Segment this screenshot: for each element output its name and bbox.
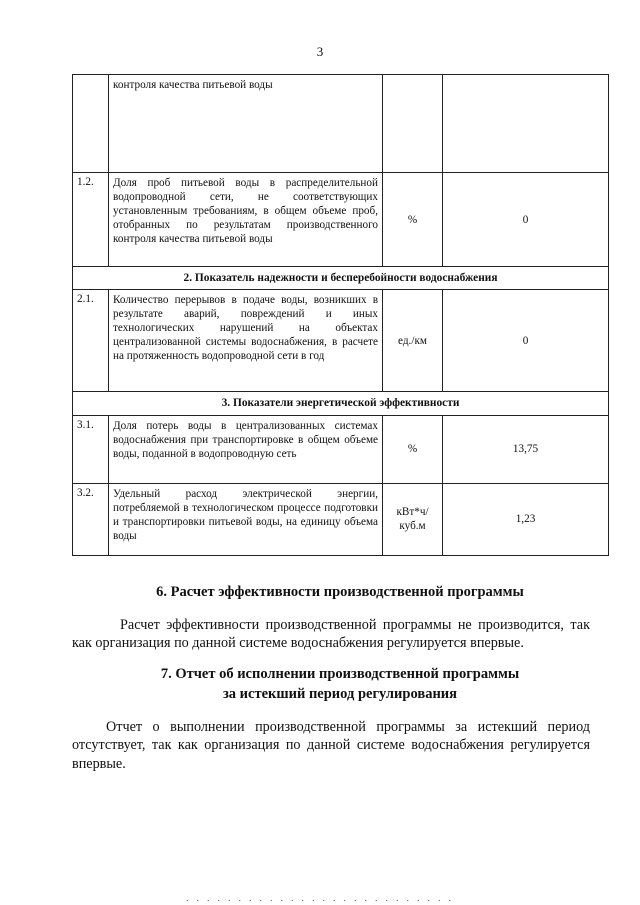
- row-unit: %: [383, 173, 443, 267]
- table-row: [73, 173, 609, 267]
- row-value: 1,23: [443, 483, 609, 555]
- section-6-text: Расчет эффективности производственной программы не производится, так как организация по данной системе водоснабжения регулируется впервые.: [72, 617, 590, 652]
- row-value: 13,75: [443, 415, 609, 483]
- row-number: 1.2.: [73, 173, 109, 267]
- row-description: Количество перерывов в подаче воды, возникших в результате аварий, повреждений и иных технологических нарушений на объектах централизованной системы водоснабжения, в расчете на протяженность водопроводной сети в год: [109, 290, 383, 392]
- row-unit: %: [383, 415, 443, 483]
- row-description: контроля качества питьевой воды: [109, 75, 383, 173]
- row-description: Удельный расход электрической энергии, потребляемой в технологическом процессе подготовки и транспортировки питьевой воды, на единицу объема воды: [109, 483, 383, 555]
- row-number: 3.1.: [73, 415, 109, 483]
- table-row: [73, 290, 609, 392]
- section-7-heading-line2: за истекший период регулирования: [222, 686, 458, 702]
- section-row: [73, 392, 609, 415]
- section-6-heading: 6. Расчет эффективности производственной программы: [156, 584, 524, 600]
- section-title: 2. Показатель надежности и бесперебойности водоснабжения: [73, 267, 609, 290]
- row-value-cell: [443, 75, 609, 173]
- row-unit: кВт*ч/ куб.м: [383, 483, 443, 555]
- table-row: [73, 415, 609, 483]
- row-value: 0: [443, 173, 609, 267]
- page-number: 3: [316, 44, 324, 59]
- scan-artifact-dots: . . . . . . . . . . . . . . . . . . . . . . . . . .: [186, 893, 454, 903]
- row-number-cell: [73, 75, 109, 173]
- section-7-heading-line1: 7. Отчет об исполнении производственной программы: [160, 666, 520, 682]
- row-unit: ед./км: [383, 290, 443, 392]
- section-7-text: Отчет о выполнении производственной программы за истекший период отсутствует, так как организация по данной системе водоснабжения регулируется впервые.: [72, 719, 590, 772]
- row-description: Доля потерь воды в централизованных системах водоснабжения при транспортировке в общем объеме воды, поданной в водопроводную сеть: [109, 415, 383, 483]
- row-unit-cell: [383, 75, 443, 173]
- row-description: Доля проб питьевой воды в распределительной водопроводной сети, не соответствующих установленным требованиям, в общем объеме проб, отобранных по результатам производственного контроля качества питьевой воды: [109, 173, 383, 267]
- row-value: 0: [443, 290, 609, 392]
- indicators-table: [72, 74, 608, 556]
- row-number: 3.2.: [73, 483, 109, 555]
- section-row: [73, 267, 609, 290]
- section-title: 3. Показатели энергетической эффективности: [73, 392, 609, 415]
- table-row: [73, 75, 609, 173]
- row-number: 2.1.: [73, 290, 109, 392]
- table-row: [73, 483, 609, 555]
